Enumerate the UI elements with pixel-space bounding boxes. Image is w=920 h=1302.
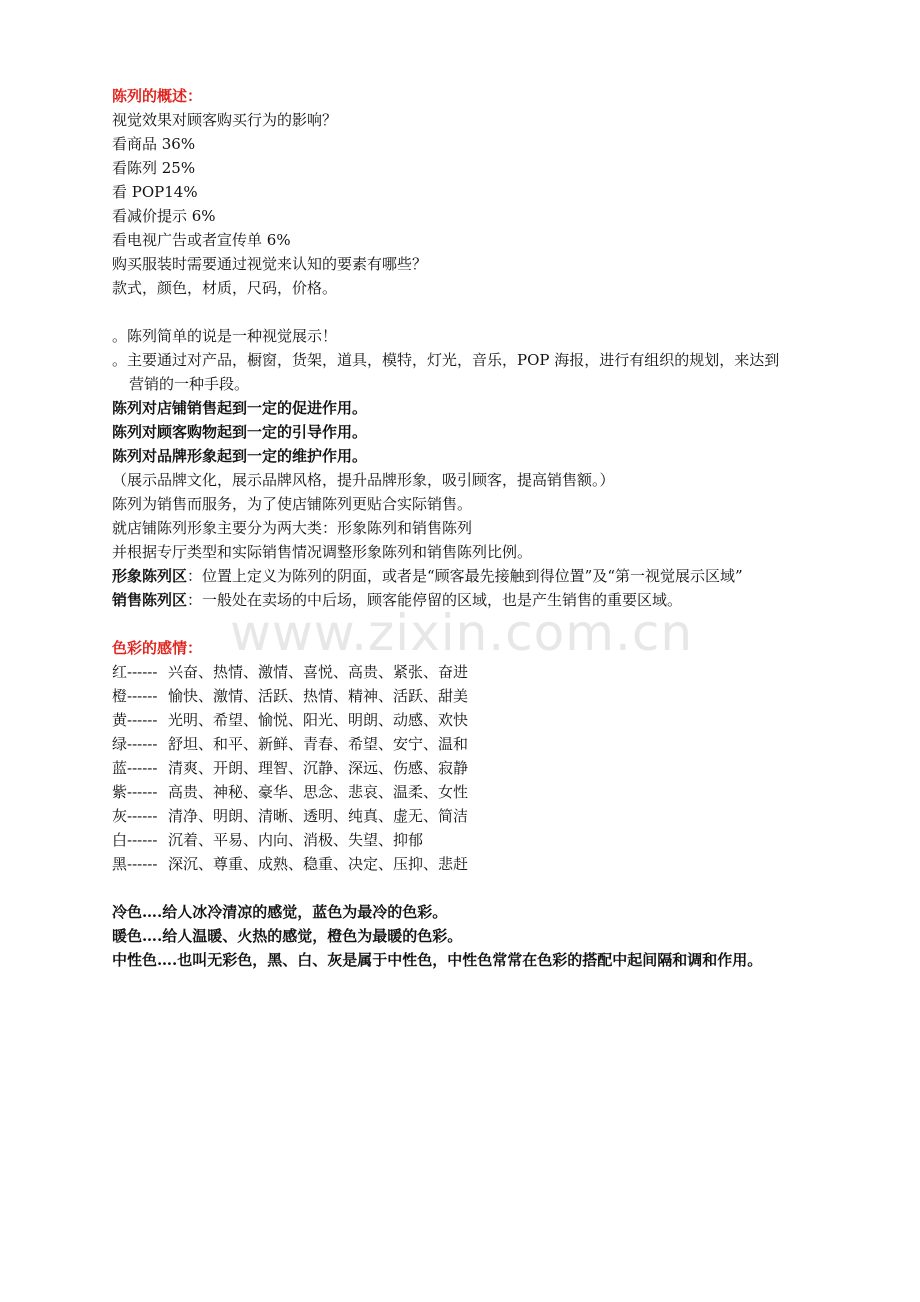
color-name: 黑------ <box>112 855 158 873</box>
color-name: 紫------ <box>112 783 158 801</box>
definition-bullet: 。陈列简单的说是一种视觉展示！ <box>112 327 338 345</box>
color-feelings: 光明、希望、愉悦、阳光、明朗、动感、欢快 <box>168 711 469 729</box>
bold-statement: 陈列对顾客购物起到一定的引导作用。 <box>112 423 368 441</box>
color-feelings: 清净、明朗、清晰、透明、纯真、虚无、简洁 <box>168 807 469 825</box>
question-visual-effect: 视觉效果对顾客购买行为的影响？ <box>112 111 338 129</box>
bold-statement: 陈列对店铺销售起到一定的促进作用。 <box>112 399 368 417</box>
image-area-text: ：位置上定义为陈列的阴面，或者是“顾客最先接触到得位置”及“第一视觉展示区域” <box>187 567 743 585</box>
color-feelings: 愉快、激情、活跃、热情、精神、活跃、甜美 <box>168 687 469 705</box>
color-feelings: 清爽、开朗、理智、沉静、深远、伤感、寂静 <box>168 759 469 777</box>
color-feelings: 沉着、平易、内向、消极、失望、抑郁 <box>168 831 424 849</box>
color-feelings: 深沉、尊重、成熟、稳重、决定、压抑、悲赶 <box>168 855 469 873</box>
overview-heading: 陈列的概述： <box>112 87 203 105</box>
sales-area-label: 销售陈列区 <box>112 591 188 609</box>
color-row <box>112 660 832 684</box>
color-row <box>112 684 832 708</box>
color-row <box>112 780 832 804</box>
color-feelings: 兴奋、热情、激情、喜悦、高贵、紧张、奋进 <box>168 663 469 681</box>
spacer <box>112 876 832 900</box>
stat-line: 看 POP14% <box>112 183 198 201</box>
watermark: www.zixin.com.cn <box>230 604 694 662</box>
image-area-label: 形象陈列区 <box>112 567 188 585</box>
color-name: 橙------ <box>112 687 158 705</box>
definition-bullet: 。主要通过对产品，橱窗，货架，道具，模特，灯光，音乐，POP 海报，进行有组织的规划，来达到 <box>112 351 780 369</box>
color-row <box>112 828 832 852</box>
colors-heading: 色彩的感情： <box>112 639 203 657</box>
answer-elements: 款式，颜色，材质，尺码，价格。 <box>112 279 338 297</box>
sales-area-definition <box>112 588 832 612</box>
body-line: 陈列为销售而服务，为了使店铺陈列更贴合实际销售。 <box>112 495 473 513</box>
color-name: 红------ <box>112 663 158 681</box>
stat-line: 看电视广告或者宣传单 6% <box>112 231 291 249</box>
color-name: 白------ <box>112 831 158 849</box>
question-elements: 购买服装时需要通过视觉来认知的要素有哪些？ <box>112 255 428 273</box>
color-feelings: 舒坦、和平、新鲜、青春、希望、安宁、温和 <box>168 735 469 753</box>
color-row <box>112 804 832 828</box>
stat-line: 看减价提示 6% <box>112 207 216 225</box>
color-row <box>112 756 832 780</box>
spacer <box>112 300 832 324</box>
bold-statement: 陈列对品牌形象起到一定的维护作用。 <box>112 447 368 465</box>
warm-color-note: 暖色….给人温暖、火热的感觉，橙色为最暖的色彩。 <box>112 927 463 945</box>
color-row <box>112 852 832 876</box>
body-line: 就店铺陈列形象主要分为两大类：形象陈列和销售陈列 <box>112 519 473 537</box>
color-name: 黄------ <box>112 711 158 729</box>
sales-area-text: ：一般处在卖场的中后场，顾客能停留的区域，也是产生销售的重要区域。 <box>187 591 683 609</box>
stat-line: 看商品 36% <box>112 135 196 153</box>
definition-bullet-continued: 营销的一种手段。 <box>129 375 250 393</box>
spacer <box>112 612 832 636</box>
color-row <box>112 732 832 756</box>
image-area-definition <box>112 564 832 588</box>
body-line: 并根据专厅类型和实际销售情况调整形象陈列和销售陈列比例。 <box>112 543 533 561</box>
color-name: 蓝------ <box>112 759 158 777</box>
brand-note: （展示品牌文化，展示品牌风格，提升品牌形象，吸引顾客，提高销售额。） <box>112 471 615 489</box>
stat-line: 看陈列 25% <box>112 159 196 177</box>
color-name: 绿------ <box>112 735 158 753</box>
color-row <box>112 708 832 732</box>
cold-color-note: 冷色….给人冰冷清凉的感觉，蓝色为最冷的色彩。 <box>112 903 448 921</box>
color-feelings: 高贵、神秘、豪华、思念、悲哀、温柔、女性 <box>168 783 469 801</box>
document-body <box>112 84 832 972</box>
color-name: 灰------ <box>112 807 158 825</box>
neutral-color-note: 中性色….也叫无彩色，黑、白、灰是属于中性色，中性色常常在色彩的搭配中起间隔和调和作用。 <box>112 951 763 969</box>
